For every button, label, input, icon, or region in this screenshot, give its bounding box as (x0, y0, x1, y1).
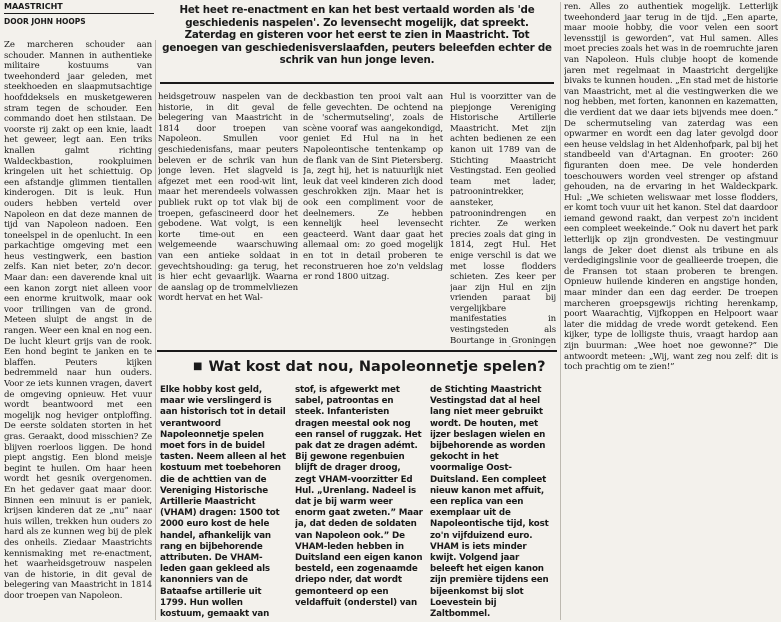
kicker-divider (4, 13, 154, 14)
sidebar-box-column-3: de Stichting Maastricht Vestingstad dat al heel lang niet meer gebruikt wordt. De houten, met ijzer beslagen wielen en bijbehorende as worden gekocht in het voormalige Oost-Duitsland. Een compleet nieuw kanon met affuit, een replica van een exemplaar uit de Napoleontische tijd, kost zo'n vijfduizend euro. VHAM is iets minder kwijt. Volgend jaar beleeft het eigen kanon zijn première tijdens een bijeenkomst bij slot Loevestein bij Zaltbommel. (430, 385, 549, 620)
sidebar-box-column-2: stof, is afgewerkt met sabel, patroontas en steek. Infanteristen dragen meestal ook nog een ransel of ruggzak. Het pak dat ze dragen adémt. Bij gewone regenbuien blijft de drager droog, zegt VHAM-voorzitter Ed Hul. „Urenlang. Nadeel is dat je bij warm weer enorm gaat zweten.” Maar ja, dat deden de soldaten van Napoleon ook.” De VHAM-leden hebben in Duitsland een eigen kanon besteld, een zogenaamde driepo nder, dat wordt gemonteerd op een veldaffuit (onderstel) van (295, 385, 423, 608)
article-column-3: deckbastion ten prooi valt aan felle gevechten. De ochtend na de 'schermutseling', zoals de scène vooraf was aangekondigd, geniet Ed Hul na in het Napoleontische tentenkamp op de flank van de Sint Pietersberg. Ja, zegt hij, het is natuurlijk niet leuk dat veel kinderen zich dood geschrokken zijn. Maar het is ook een compliment voor de deelnemers. Ze hebben kennelijk heel levensecht geacteerd. Want daar gaat het allemaal om: zo goed mogelijk en tot in detail proberen te reconstrueren hoe zo'n veldslag er rond 1800 uitzag. (303, 92, 443, 283)
sidebar-box-title: ■ Wat kost dat nou, Napoleonnetje spelen? (193, 358, 553, 376)
column-rule (560, 2, 561, 620)
section-kicker: MAASTRICHT (4, 2, 63, 11)
article-column-1: Ze marcheren schouder aan schouder. Mannen in authentieke militaire kostuums van tweehonderd jaar geleden, met steekhoeden en slaapmutsachtige hoofddeksels en musketgeweren stram tegen de schouder. Een commando doet hen stilstaan. De voorste rij zakt op een knie, laadt het geweer, legt aan. Een triks knallen galmt richting Waldeckbastion, rookpluimen kringelen uit het schiettuig. Op een afstandje glimmen tientallen kinderogen. Dit is leuk. Hun ouders hebben verteld over Napoleon en dat deze mannen de tijd van Napoleon nadoen. Een toneelspel in de openlucht. In een parkachtige omgeving met een heus vestingwerk, een bastion zelfs. Kan niet beter, zo'n decor. Maar dan: een daverende knal uit een kanon zorgt niet alleen voor een enorme kruitwolk, maar ook voor trillingen van de grond. Meteen sluipt de angst in de rangen. Weer een knal en nog een. De lucht kleurt grijs van de rook. Een hond begint te janken en te blaffen. Peuters kijken bedremmeld naar hun ouders. Voor ze iets kunnen vragen, davert de omgeving opnieuw. Het vuur wordt beantwoord met een mogelijk nog heviger ontploffing. De eerste soldaten storten in het gras. Geraakt, dood misschien? Ze blijven roerloos liggen. De hond piept angstig. Een blond meisje begint te huilen. Om haar heen wordt het gesnik overgenomen. En het gedaver gaat maar door. Binnen een minuut is er paniek, krijsen kinderen dat ze „nu” naar huis willen, trekken hun ouders zo hard als ze kunnen weg bij de plek des onheils. Ziedaar Maastrichts kennismaking met re-enactment, het waarheidsgetrouw naspelen van de historie, in dit geval de belegering van Maastricht in 1814 door troepen van Napoleon. (4, 40, 152, 601)
sidebar-box-column-1: Elke hobby kost geld, maar wie verslingerd is aan historisch tot in detail verantwoord Napoleonnetje spelen moet fors in de buidel tasten. Neem alleen al het kostuum met toebehoren die de achttien van de Vereniging Historische Artillerie Maastricht (VHAM) dragen: 1500 tot 2000 euro kost de hele handel, afhankelijk van rang en bijbehorende attributen. De VHAM-leden gaan gekleed als kanonniers van de Bataafse artillerie uit 1799. Hun wollen kostuum, gemaakt van (160, 385, 286, 620)
article-column-4: Hul is voorzitter van de piepjonge Vereniging Historische Artillerie Maastricht. Met zijn achten bedienen ze een kanon uit 1789 van de Stichting Maastricht Vestingstad. Een geolied team met lader, patroonintrekker, aansteker, patroonindrengen en richter. Ze werken precies zoals dat ging in 1814, zegt Hul. Het enige verschil is dat we met losse flodders schieten. Zes keer per jaar zijn Hul en zijn vrienden paraat bij vergelijkbare manifestaties in vestingsteden als Bourtange in Groningen (450, 92, 556, 346)
article-intro: Het heet re-enactment en kan het best vertaald worden als 'de geschiedenis naspelen'. Zo levensecht mogelijk, dat spreekt. Zaterdag en gisteren voor het eerst te zien in Maastricht. Tot genoegen van geschiedenisverslaafden, peuters beleefden echter de schrik van hun jonge leven. (162, 4, 552, 67)
article-column-2: heidsgetrouw naspelen van de historie, in dit geval de belegering van Maastricht in 1814 door troepen van Napoleon. Smullen voor geschiedenisfans, maar peuters beleven er de schrik van hun jonge leven. Het slagveld is afgezet met een rood-wit lint, maar het merendeels volwassen publiek rukt op tot vlak bij de troepen, gefascineerd door het gebodene. Wat volgt, is een korte time-out en een welgemeende waarschuwing van een antieke soldaat in gevechtshouding: ga terug, het is hier echt gevaarlijk. Waarna de aanslag op de trommelvliezen wordt hervat en het Wal- (158, 92, 298, 304)
article-column-5: ren. Alles zo authentiek mogelijk. Letterlijk tweehonderd jaar terug in de tijd. „Een aparte, maar mooie hobby, die voor velen een soort levensstijl is geworden”, vat Hul samen. Alles moet precies zoals het was in de roemruchte jaren van Napoleon. Huls clubje hoopt de komende jaren met regelmaat in Maastricht dergelijke bivaks te kunnen houden. „En stad met de historie van Maastricht, met al die vestingwerken die we nog hebben, met forten, kanonnen en kazematten, die verdient dat we daar iets bijvends mee doen.” De schermutseling van zaterdag was een opwarmer en wordt een dag later gevolgd door een heuse veldslag in het Aldenhofpark, pal bij het standbeeld van d'Artagnan. En grooter: 260 figuranten doen mee. De vele honderden toeschouwers worden veel strenger op afstand gehouden, na de ervaring in het Waldeckpark. Hul: „We schieten weliswaar met losse flodders, er komt toch vuur uit het kanon. Stel dat daardoor iemand gewond raakt, dan verpest zo'n incident een compleet weekeinde.” Ook nu davert het park letterlijk op zijn grondvesten. De vestingmuur langs de Jeker doet dienst als tribune en als verdedigingslinie voor de geallieerde troepen, die de Fransen tot staan proberen te brengen. Opnieuw huilende kinderen en angstige honden, maar minder dan een dag eerder. De troepen marcheren groepsgewijs richting herenkamp, poort Waarachtig, Vijfkoppen en Helpoort waar later die middag de vrede wordt getekend. Een kijker, type de lolligste thuis, vraagt hardop aan zijn buurman: „Wee hoet noe gewonne?” Die antwoordt meteen: „Wij, want zeg nou zelf: dit is toch prachtig om te zien!” (564, 2, 778, 373)
author-byline: DOOR JOHN HOOPS (4, 17, 86, 26)
column-rule (155, 40, 156, 620)
intro-bottom-rule (160, 82, 554, 84)
